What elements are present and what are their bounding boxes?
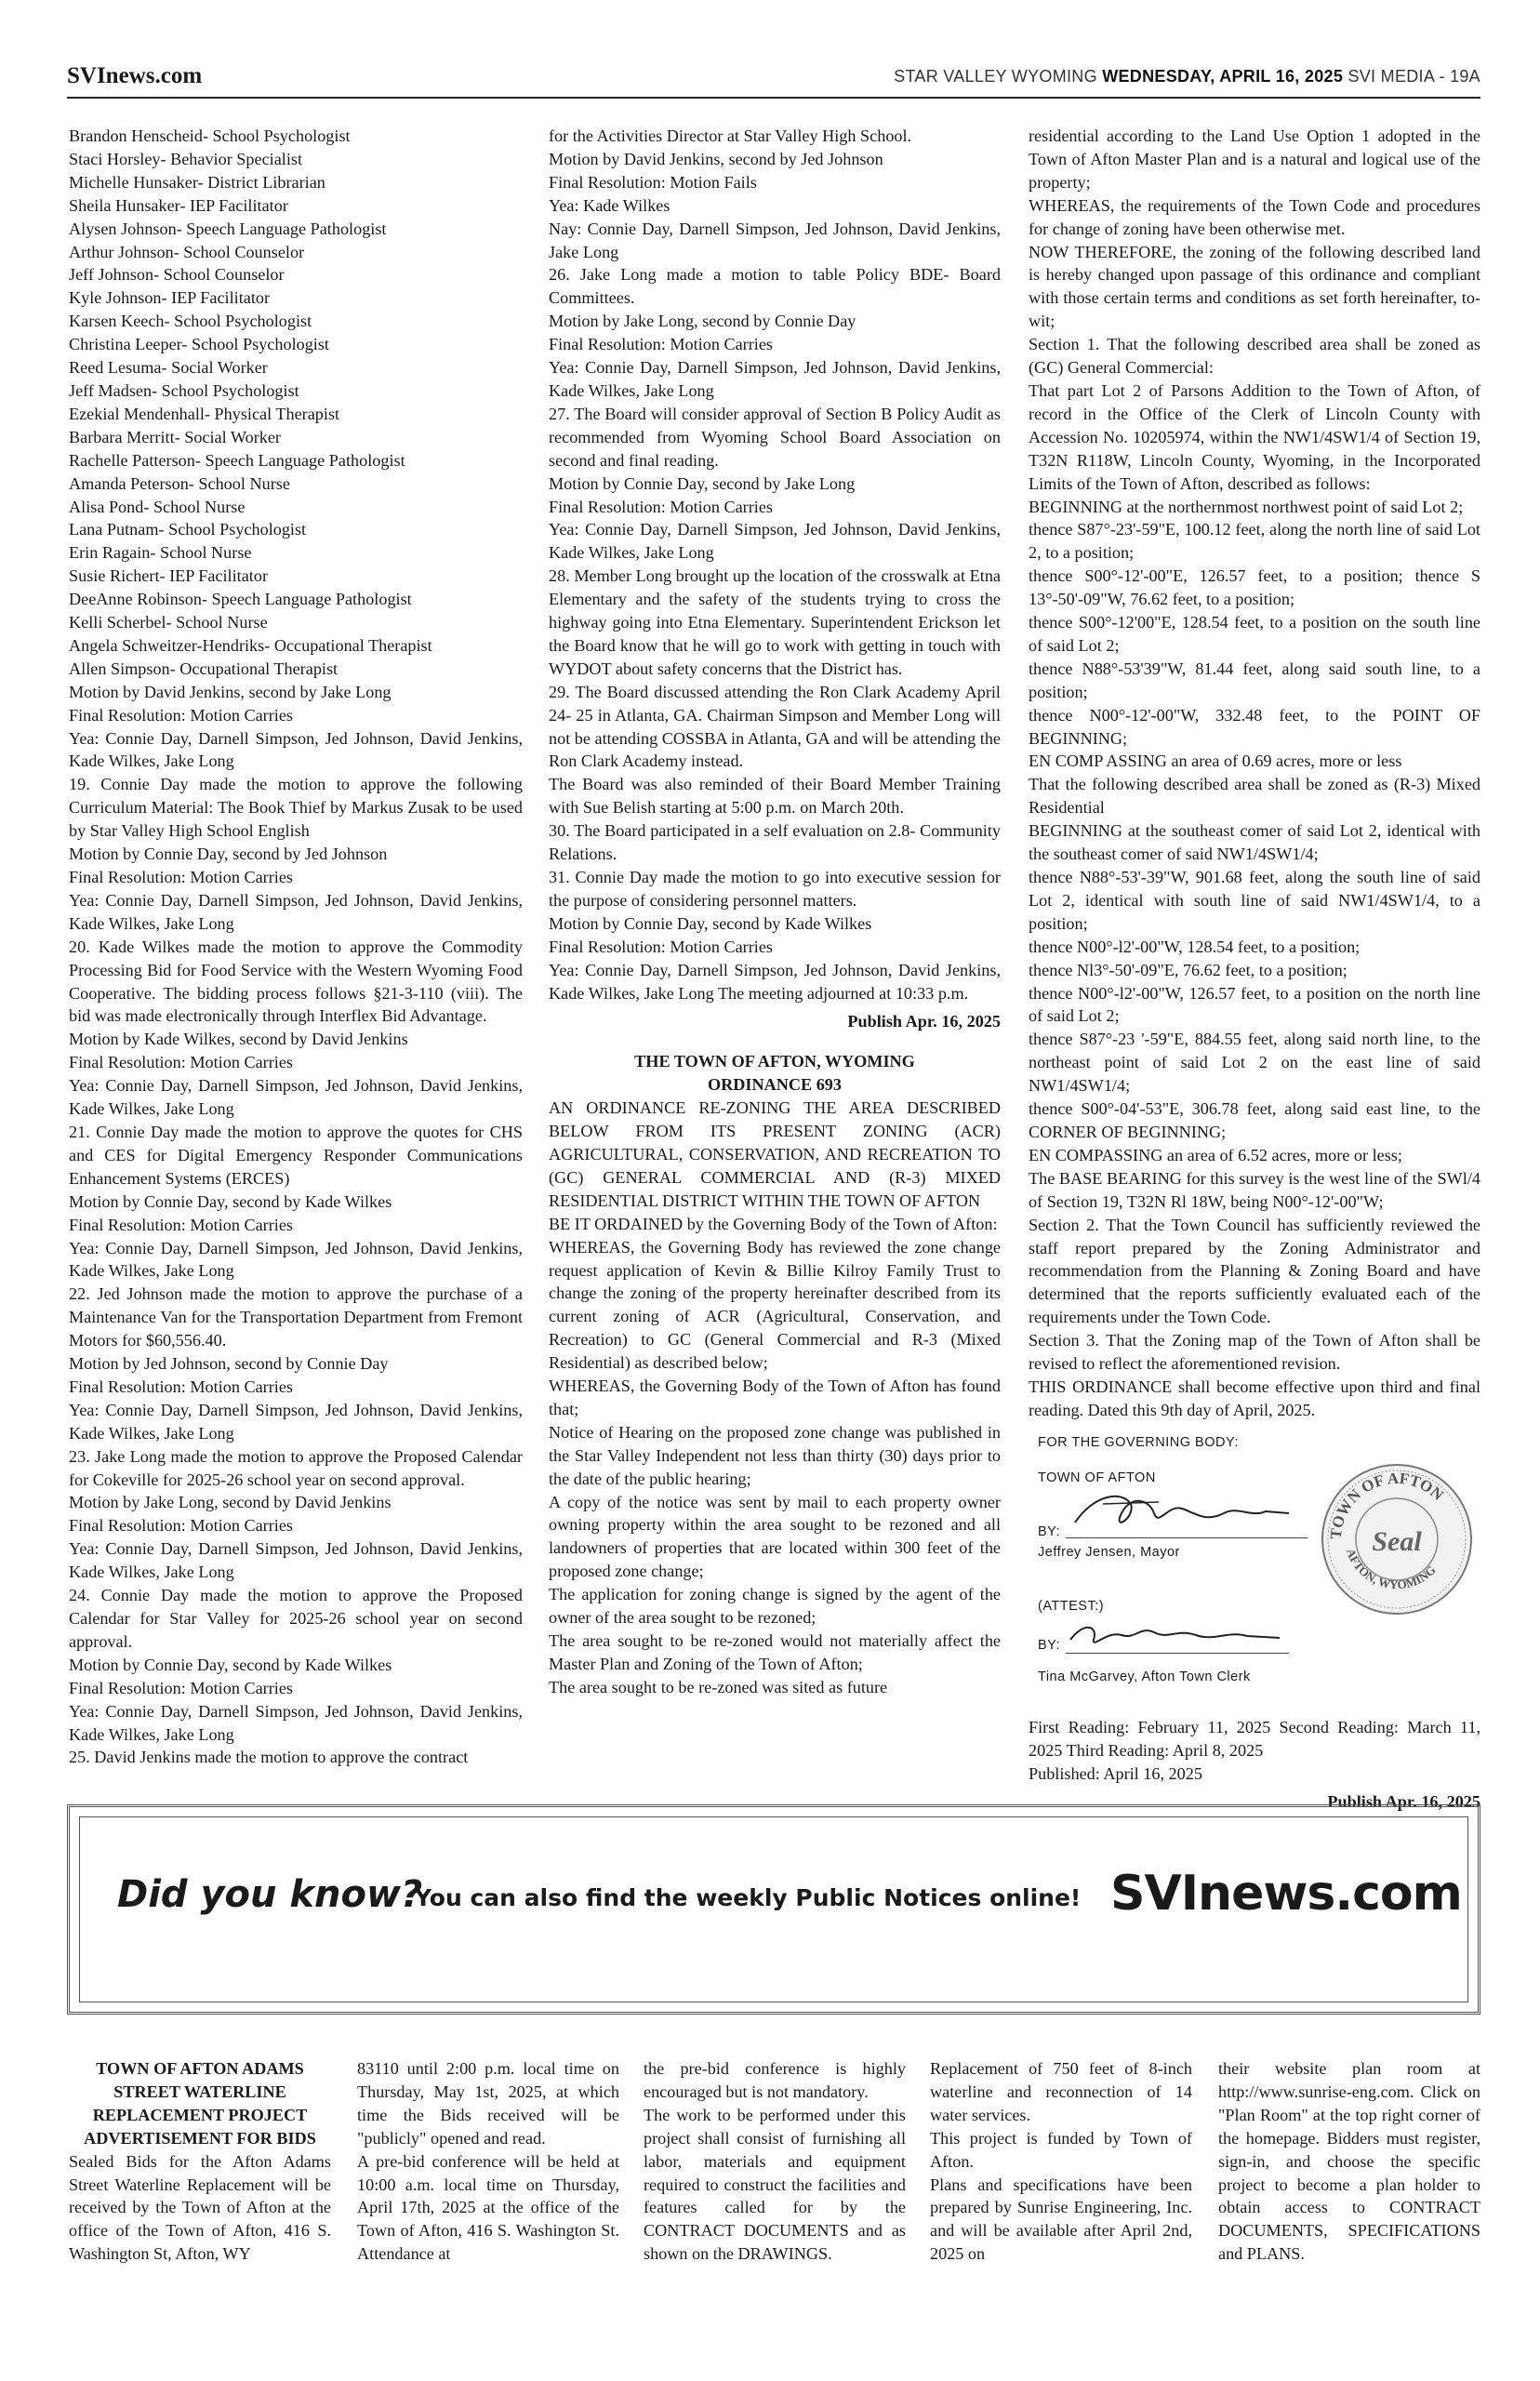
by-label-2: BY: <box>1038 1637 1061 1653</box>
bid-text-4c: Plans and specifications have been prepared by Sunrise Engineering, Inc. and will be available after April 2nd, 2025 on <box>930 2175 1192 2264</box>
paragraph: Motion by Jed Johnson, second by Connie Day <box>69 1354 389 1374</box>
bid-text-1: Sealed Bids for the Afton Adams Street Waterline Replacement will be received by the Town of Afton at the office of the Town of Afton, 416 S. Washington St, Afton, WY <box>69 2151 331 2264</box>
seal-center-text: Seal <box>1372 1525 1422 1557</box>
paragraph: Yea: Connie Day, Darnell Simpson, Jed Johnson, David Jenkins, Kade Wilkes, Jake Long <box>69 1076 523 1119</box>
readings-text: First Reading: February 11, 2025 Second Reading: March 11, 2025 Third Reading: April 8, 2025 <box>1029 1717 1480 1760</box>
paragraph: thence S87°-23'-59"E, 100.12 feet, along the north line of said Lot 2, to a position; <box>1029 520 1480 563</box>
paragraph: Notice of Hearing on the proposed zone change was published in the Star Valley Independent not less than thirty (30) days prior to the date of the public hearing; <box>549 1422 1001 1488</box>
attest-label: (ATTEST:) <box>1038 1598 1105 1614</box>
paragraph: EN COMP ASSING an area of 0.69 acres, more or less <box>1029 752 1402 771</box>
paragraph: Susie Richert- IEP Facilitator <box>69 566 268 586</box>
paragraph: thence S00°-12'-00"E, 126.57 feet, to a position; thence S 13°-50'-09"W, 76.62 feet, to a position; <box>1029 566 1480 609</box>
paragraph: The BASE BEARING for this survey is the west line of the SWl/4 of Section 19, T32N Rl 18W, being N00°-12'-00"W; <box>1029 1168 1480 1211</box>
paragraph: 28. Member Long brought up the location of the crosswalk at Etna Elementary and the safety of the students trying to cross the highway going into Etna Elementary. Superintendent Erickson let the Board know that he will go to work with getting in touch with WYDOT about safety concerns that the District has. <box>549 566 1001 678</box>
paragraph: A copy of the notice was sent by mail to each property owner owning property within the area sought to be rezoned and all landowners of properties that are located within 300 feet of the proposed zone change; <box>549 1492 1001 1581</box>
site-name: SVInews.com <box>67 63 203 88</box>
seal-bottom-text: AFTON, WYOMING <box>1343 1546 1439 1592</box>
paragraph: Section 1. That the following described area shall be zoned as (GC) General Commercial: <box>1029 335 1480 378</box>
paragraph: 23. Jake Long made the motion to approve the Proposed Calendar for Cokeville for 2025-26 school year on second approval. <box>69 1446 523 1489</box>
paragraph: DeeAnne Robinson- Speech Language Pathologist <box>69 590 412 609</box>
paragraph: That part Lot 2 of Parsons Addition to the Town of Afton, of record in the Office of the Clerk of Lincoln County with Accession No. 10205974, within the NW1/4SW1/4 of Section 19, T32N R118W, Lincoln County, Wyoming, in the Incorporated Limits of the Town of Afton, described as follows: <box>1029 380 1480 493</box>
published-text: Published: April 16, 2025 <box>1029 1763 1202 1783</box>
paragraph: Barbara Merritt- Social Worker <box>69 427 281 446</box>
paragraph: Motion by David Jenkins, second by Jake Long <box>69 682 392 701</box>
paragraph: NOW THEREFORE, the zoning of the following described land is hereby changed upon passage of this ordinance and compliant with those certain terms and conditions as set forth hereinafter, to-wit; <box>1029 242 1480 331</box>
paragraph: Yea: Kade Wilkes <box>549 195 670 215</box>
paragraph: The Board was also reminded of their Board Member Training with Sue Belish starting at 5:00 p.m. on March 20th. <box>549 775 1001 818</box>
paragraph: 19. Connie Day made the motion to approve the following Curriculum Material: The Book Thief by Markus Zusak to be used by Star Valley High School English <box>69 775 523 841</box>
paragraph: Motion by Connie Day, second by Kade Wilkes <box>69 1191 392 1211</box>
governing-body-label: FOR THE GOVERNING BODY: <box>1038 1434 1239 1450</box>
paragraph: Kelli Scherbel- School Nurse <box>69 613 268 632</box>
paragraph: Final Resolution: Motion Carries <box>69 1053 293 1072</box>
paragraph: Final Resolution: Motion Fails <box>549 172 757 192</box>
bid-text-2b: A pre-bid conference will be held at 10:00 a.m. local time on Thursday, April 17th, 2025 at the office of the Town of Afton, 416 S. Washington St. Attendance at <box>357 2151 619 2264</box>
paragraph: That the following described area shall be zoned as (R-3) Mixed Residential <box>1029 775 1480 818</box>
paragraph: thence N88°-53'39"W, 81.44 feet, along said south line, to a position; <box>1029 658 1480 701</box>
paragraph: Christina Leeper- School Psychologist <box>69 335 329 354</box>
paragraph: Allen Simpson- Occupational Therapist <box>69 658 339 678</box>
mayor-line <box>1066 1537 1308 1538</box>
paragraph: Yea: Connie Day, Darnell Simpson, Jed Johnson, David Jenkins, Kade Wilkes, Jake Long <box>549 358 1001 400</box>
paragraph: Kyle Johnson- IEP Facilitator <box>69 288 271 308</box>
mayor-signature <box>1066 1485 1298 1541</box>
banner-text: You can also find the weekly Public Notices online! <box>415 1884 1082 1911</box>
column-2 <box>549 125 1001 1699</box>
bid-column-1 <box>69 2057 331 2266</box>
clerk-signature <box>1066 1612 1289 1658</box>
signature-block <box>1029 1428 1480 1714</box>
paragraph: The area sought to be re-zoned would not materially affect the Master Plan and Zoning of the Town of Afton; <box>549 1631 1001 1673</box>
paragraph: BEGINNING at the northernmost northwest point of said Lot 2; <box>1029 497 1464 516</box>
ordinance-number: ORDINANCE 693 <box>708 1075 842 1095</box>
paragraph: THIS ORDINANCE shall become effective upon third and final reading. Dated this 9th day of April, 2025. <box>1029 1377 1480 1419</box>
bid-column-3 <box>644 2057 906 2266</box>
clerk-line <box>1066 1653 1289 1654</box>
banner-inner-border <box>79 1816 1468 2002</box>
bid-text-4: Replacement of 750 feet of 8-inch waterline and reconnection of 14 water services. <box>930 2059 1192 2124</box>
ordinance-heading: THE TOWN OF AFTON, WYOMING <box>634 1052 915 1071</box>
paragraph: Lana Putnam- School Psychologist <box>69 520 307 539</box>
paragraph: Final Resolution: Motion Carries <box>69 1377 293 1396</box>
paragraph: Final Resolution: Motion Carries <box>69 1215 293 1234</box>
paragraph: Arthur Johnson- School Counselor <box>69 242 305 261</box>
paragraph: thence S87°-23 '-59"E, 884.55 feet, along said north line, to the northeast point of said Lot 2 on the east line of said NW1/4SW1/4; <box>1029 1030 1480 1096</box>
banner-lead: Did you know? <box>117 1873 423 1916</box>
paragraph: Reed Lesuma- Social Worker <box>69 358 268 378</box>
paragraph: Final Resolution: Motion Carries <box>549 497 773 516</box>
paragraph: Brandon Henscheid- School Psychologist <box>69 126 351 145</box>
paragraph: Section 2. That the Town Council has sufficiently reviewed the staff report prepared by the Zoning Administrator and recommendation from the Planning & Zoning Board and have determined that the reports sufficiently evaluated each of the requirements under the Town Code. <box>1029 1215 1480 1327</box>
paragraph: Final Resolution: Motion Carries <box>549 937 773 956</box>
dateline-date: WEDNESDAY, APRIL 16, 2025 <box>1102 67 1344 86</box>
paragraph: Final Resolution: Motion Carries <box>549 335 773 354</box>
paragraph: Motion by David Jenkins, second by Jed Johnson <box>549 149 883 168</box>
header-rule <box>67 97 1480 99</box>
seal-top-text: TOWN OF AFTON <box>1326 1469 1448 1540</box>
paragraph: 25. David Jenkins made the motion to approve the contract <box>69 1748 469 1767</box>
paragraph: 27. The Board will consider approval of Section B Policy Audit as recommended from Wyoming School Board Association on second and final reading. <box>549 404 1001 470</box>
paragraph: AN ORDINANCE RE-ZONING THE AREA DESCRIBED BELOW FROM ITS PRESENT ZONING (ACR) AGRICULTURAL, CONSERVATION, AND RECREATION TO (GC) GENERAL COMMERCIAL AND (R-3) MIXED RESIDENTIAL DISTRICT WITHIN THE TOWN OF AFTON <box>549 1098 1001 1210</box>
paragraph: Rachelle Patterson- Speech Language Pathologist <box>69 450 405 470</box>
paragraph: 24. Connie Day made the motion to approve the Proposed Calendar for Star Valley for 2025-26 school year on second approval. <box>69 1586 523 1651</box>
paragraph: 26. Jake Long made a motion to table Policy BDE- Board Committees. <box>549 265 1001 308</box>
paragraph: Final Resolution: Motion Carries <box>69 868 293 886</box>
column-2-text <box>549 125 1001 1004</box>
paragraph: EN COMPASSING an area of 6.52 acres, more or less; <box>1029 1145 1402 1164</box>
paragraph: Alisa Pond- School Nurse <box>69 497 246 516</box>
town-seal <box>1319 1461 1475 1617</box>
ordinance-text <box>549 1097 1001 1699</box>
paragraph: Yea: Connie Day, Darnell Simpson, Jed Johnson, David Jenkins, Kade Wilkes, Jake Long <box>69 890 523 933</box>
paragraph: for the Activities Director at Star Valley High School. <box>549 126 912 145</box>
paragraph: Yea: Connie Day, Darnell Simpson, Jed Johnson, David Jenkins, Kade Wilkes, Jake Long <box>69 1539 523 1582</box>
bid-text-3: the pre-bid conference is highly encouraged but is not mandatory. <box>644 2059 906 2101</box>
column-3 <box>1029 125 1480 1814</box>
paragraph: thence S00°-04'-53"E, 306.78 feet, along said east line, to the CORNER OF BEGINNING; <box>1029 1099 1480 1141</box>
paragraph: Yea: Connie Day, Darnell Simpson, Jed Johnson, David Jenkins, Kade Wilkes, Jake Long <box>69 728 523 771</box>
paragraph: 29. The Board discussed attending the Ron Clark Academy April 24- 25 in Atlanta, GA. Chairman Simpson and Member Long will not be attending COSSBA in Atlanta, GA and will be attending the Ron Clark Academy instead. <box>549 682 1001 771</box>
paragraph: Staci Horsley- Behavior Specialist <box>69 149 303 168</box>
paragraph: 20. Kade Wilkes made the motion to approve the Commodity Processing Bid for Food Service with the Western Wyoming Food Cooperative. The bidding process follows §21-3-110 (viii). The bid was made electronically through Interflex Bid Advantage. <box>69 937 523 1026</box>
bid-text-2: 83110 until 2:00 p.m. local time on Thursday, May 1st, 2025, at which time the Bids received will be "publicly" opened and read. <box>357 2059 619 2148</box>
paragraph: Michelle Hunsaker- District Librarian <box>69 172 325 192</box>
banner-site[interactable]: SVInews.com <box>1110 1866 1462 1922</box>
bid-column-4 <box>930 2057 1192 2266</box>
by-label: BY: <box>1038 1523 1061 1539</box>
paragraph: thence Nl3°-50'-09"E, 76.62 feet, to a position; <box>1029 960 1348 979</box>
paragraph: Motion by Connie Day, second by Kade Wilkes <box>69 1655 392 1674</box>
dateline-prefix: STAR VALLEY WYOMING <box>894 67 1103 86</box>
paragraph: Motion by Connie Day, second by Jake Long <box>549 473 856 493</box>
paragraph: 30. The Board participated in a self evaluation on 2.8- Community Relations. <box>549 821 1001 864</box>
paragraph: 22. Jed Johnson made the motion to approve the purchase of a Maintenance Van for the Transportation Department from Fremont Motors for $60,556.40. <box>69 1284 523 1350</box>
bid-text-4b: This project is funded by Town of Afton. <box>930 2128 1192 2171</box>
paragraph: thence N00°-l2'-00"W, 126.57 feet, to a position on the north line of said Lot 2; <box>1029 983 1480 1026</box>
paragraph: WHEREAS, the requirements of the Town Code and procedures for change of zoning have been otherwise met. <box>1029 195 1480 238</box>
bid-text-3b: The work to be performed under this project shall consist of furnishing all labor, materials and equipment required to construct the facilities and features called for by the CONTRACT DOCUMENTS and as shown on the DRAWINGS. <box>644 2105 906 2264</box>
paragraph: WHEREAS, the Governing Body has reviewed the zone change request application of Kevin & Billie Kilroy Family Trust to change the zoning of the property hereinafter described from its current zoning of ACR (Agricultural, Conservation, and Recreation) to GC (General Commercial and R-3 (Mixed Residential) as described below; <box>549 1237 1001 1373</box>
paragraph: Final Resolution: Motion Carries <box>69 1516 293 1536</box>
paragraph: BEGINNING at the southeast comer of said Lot 2, identical with the southeast comer of said NW1/4SW1/4; <box>1029 821 1480 864</box>
paragraph: WHEREAS, the Governing Body of the Town of Afton has found that; <box>549 1377 1001 1418</box>
paragraph: thence N88°-53'-39"W, 901.68 feet, along the south line of said Lot 2, identical with south line of said NW1/4SW1/4, to a position; <box>1029 868 1480 933</box>
paragraph: Yea: Connie Day, Darnell Simpson, Jed Johnson, David Jenkins, Kade Wilkes, Jake Long The meeting adjourned at 10:33 p.m. <box>549 960 1001 1003</box>
clerk-name: Tina McGarvey, Afton Town Clerk <box>1038 1669 1251 1684</box>
paragraph: Amanda Peterson- School Nurse <box>69 473 290 493</box>
column-1 <box>69 125 523 1769</box>
paragraph: 21. Connie Day made the motion to approve the quotes for CHS and CES for Digital Emergency Responder Communications Enhancement Systems (ERCES) <box>69 1122 523 1188</box>
paragraph: Sheila Hunsaker- IEP Facilitator <box>69 195 288 215</box>
column-3-text <box>1029 125 1480 1422</box>
paragraph: The area sought to be re-zoned was sited as future <box>549 1677 888 1696</box>
paragraph: Yea: Connie Day, Darnell Simpson, Jed Johnson, David Jenkins, Kade Wilkes, Jake Long <box>69 1400 523 1443</box>
public-notices-banner <box>67 1804 1480 2015</box>
paragraph: Motion by Kade Wilkes, second by David Jenkins <box>69 1030 408 1049</box>
publish-date-2: Publish Apr. 16, 2025 <box>1327 1792 1480 1812</box>
dateline <box>894 67 1480 86</box>
paragraph: Yea: Connie Day, Darnell Simpson, Jed Johnson, David Jenkins, Kade Wilkes, Jake Long <box>69 1238 523 1281</box>
paragraph: BE IT ORDAINED by the Governing Body of the Town of Afton: <box>549 1214 998 1233</box>
page-header <box>67 61 1480 95</box>
town-label: TOWN OF AFTON <box>1038 1470 1156 1485</box>
paragraph: Motion by Jake Long, second by David Jenkins <box>69 1493 392 1512</box>
paragraph: Final Resolution: Motion Carries <box>69 705 293 725</box>
dateline-suffix: SVI MEDIA - 19A <box>1343 67 1480 86</box>
paragraph: Yea: Connie Day, Darnell Simpson, Jed Johnson, David Jenkins, Kade Wilkes, Jake Long <box>549 520 1001 563</box>
paragraph: The application for zoning change is signed by the agent of the owner of the area sought to be rezoned; <box>549 1585 1001 1628</box>
paragraph: Motion by Connie Day, second by Kade Wilkes <box>549 913 872 933</box>
paragraph: thence S00°-12'00"E, 128.54 feet, to a position on the south line of said Lot 2; <box>1029 613 1480 655</box>
paragraph: Erin Ragain- School Nurse <box>69 543 252 563</box>
paragraph: residential according to the Land Use Option 1 adopted in the Town of Afton Master Plan and is a natural and logical use of the property; <box>1029 126 1480 192</box>
paragraph: Final Resolution: Motion Carries <box>69 1678 293 1697</box>
paragraph: thence N00°-12'-00"W, 332.48 feet, to the POINT OF BEGINNING; <box>1029 705 1480 748</box>
publish-date-1: Publish Apr. 16, 2025 <box>847 1012 1001 1031</box>
mayor-name: Jeffrey Jensen, Mayor <box>1038 1544 1180 1560</box>
paragraph: Ezekial Mendenhall- Physical Therapist <box>69 404 340 423</box>
paragraph: Alysen Johnson- Speech Language Pathologist <box>69 219 387 238</box>
paragraph: Nay: Connie Day, Darnell Simpson, Jed Johnson, David Jenkins, Jake Long <box>549 219 1001 261</box>
paragraph: Motion by Connie Day, second by Jed Johnson <box>69 845 388 864</box>
bid-column-2 <box>357 2057 619 2266</box>
paragraph: 31. Connie Day made the motion to go into executive session for the purpose of considering personnel matters. <box>549 868 1001 910</box>
paragraph: Section 3. That the Zoning map of the Town of Afton shall be revised to reflect the aforementioned revision. <box>1029 1331 1480 1374</box>
paragraph: thence N00°-l2'-00"W, 128.54 feet, to a position; <box>1029 937 1361 956</box>
paragraph: Motion by Jake Long, second by Connie Day <box>549 312 856 331</box>
bid-column-5 <box>1218 2057 1480 2266</box>
paragraph: Angela Schweitzer-Hendriks- Occupational Therapist <box>69 635 432 655</box>
paragraph: Karsen Keech- School Psychologist <box>69 312 312 331</box>
bid-title: TOWN OF AFTON ADAMS STREET WATERLINE REPLACEMENT PROJECT ADVERTISEMENT FOR BIDS <box>84 2059 316 2148</box>
paragraph: Yea: Connie Day, Darnell Simpson, Jed Johnson, David Jenkins, Kade Wilkes, Jake Long <box>69 1701 523 1744</box>
paragraph: Jeff Madsen- School Psychologist <box>69 380 299 400</box>
bid-text-5: their website plan room at http://www.sunrise-eng.com. Click on "Plan Room" at the top right corner of the homepage. Bidders must register, sign-in, and choose the specific project to become a plan holder to obtain access to CONTRACT DOCUMENTS, SPECIFICATIONS and PLANS. <box>1218 2059 1480 2264</box>
paragraph: Jeff Johnson- School Counselor <box>69 265 285 285</box>
